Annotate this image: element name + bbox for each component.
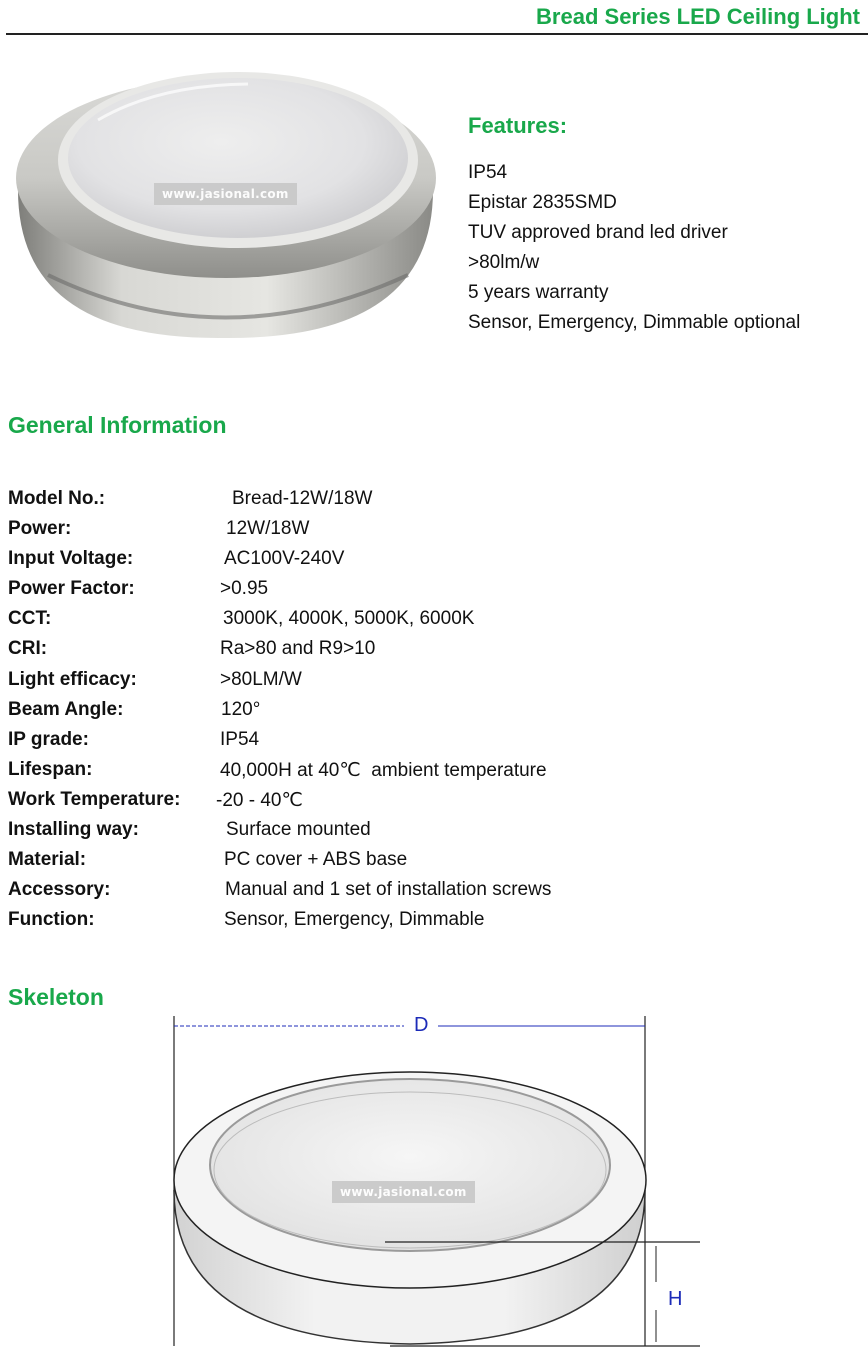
spec-label: CRI: — [8, 638, 48, 660]
spec-value: PC cover + ABS base — [224, 849, 408, 871]
spec-label: Power Factor: — [8, 578, 135, 600]
spec-value: >80LM/W — [220, 668, 302, 690]
skeleton-heading: Skeleton — [8, 984, 104, 1010]
spec-value: >0.95 — [220, 578, 269, 600]
spec-label: Light efficacy: — [8, 668, 137, 690]
header-divider — [6, 33, 868, 35]
watermark: www.jasional.com — [154, 183, 297, 205]
feature-item: 5 years warranty — [468, 282, 609, 303]
spec-value: 40,000H at 40℃ ambient temperature — [220, 759, 547, 781]
spec-value: Bread-12W/18W — [232, 488, 373, 509]
feature-item: Epistar 2835SMD — [468, 192, 617, 213]
spec-value: -20 - 40℃ — [216, 789, 303, 811]
spec-label: Material: — [8, 849, 87, 871]
spec-value: AC100V-240V — [224, 548, 345, 570]
spec-value: 3000K, 4000K, 5000K, 6000K — [223, 608, 475, 630]
skeleton-drawing — [160, 1010, 720, 1352]
spec-label: IP grade: — [8, 728, 89, 750]
features-list — [468, 158, 800, 338]
spec-value: Ra>80 and R9>10 — [220, 638, 376, 660]
spec-value: Manual and 1 set of installation screws — [225, 879, 552, 901]
spec-label: Accessory: — [8, 879, 111, 901]
spec-label: Power: — [8, 518, 72, 540]
spec-label: Function: — [8, 909, 95, 931]
feature-item: TUV approved brand led driver — [468, 222, 728, 243]
spec-value: Sensor, Emergency, Dimmable — [224, 909, 485, 931]
spec-label: Work Temperature: — [8, 788, 181, 810]
general-info-heading: General Information — [8, 412, 227, 438]
spec-value: 120° — [221, 698, 261, 720]
watermark: www.jasional.com — [332, 1181, 475, 1203]
spec-label: Lifespan: — [8, 758, 93, 780]
spec-value: IP54 — [220, 728, 260, 750]
feature-item: Sensor, Emergency, Dimmable optional — [468, 312, 801, 333]
spec-label: Input Voltage: — [8, 548, 134, 570]
spec-label: Installing way: — [8, 819, 139, 841]
ceiling-light-illustration — [8, 60, 448, 350]
features-heading: Features: — [468, 113, 568, 138]
product-photo — [8, 60, 448, 350]
spec-label: CCT: — [8, 608, 52, 630]
dimension-d-label: D — [414, 1014, 429, 1036]
dimension-h-label: H — [668, 1288, 683, 1310]
spec-value: 12W/18W — [226, 518, 310, 540]
feature-item: >80lm/w — [468, 252, 540, 273]
spec-label: Model No.: — [8, 488, 106, 509]
page-title: Bread Series LED Ceiling Light — [536, 4, 860, 29]
spec-label: Beam Angle: — [8, 698, 124, 720]
spec-value: Surface mounted — [226, 819, 371, 841]
feature-item: IP54 — [468, 162, 508, 183]
